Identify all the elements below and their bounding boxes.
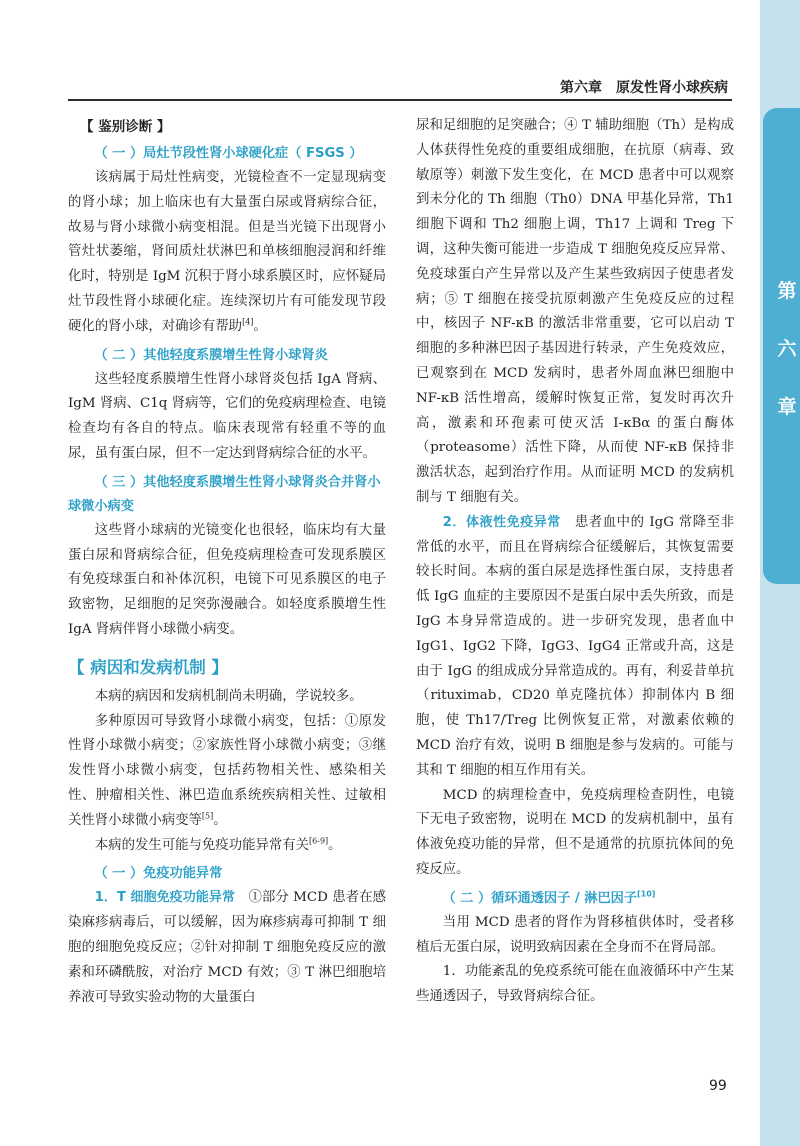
paragraph: 本病的病因和发病机制尚未明确，学说较多。 xyxy=(94,688,363,704)
paragraph: 这些轻度系膜增生性肾小球肾炎包括 IgA 肾病、IgM 肾病、C1q 肾病等，它们的免疫病理检查、电镜检查均有各自的特点。临床表现常有轻重不等的血尿，虽有蛋白尿，但不一定达到肾病综合征的水平。 xyxy=(68,371,386,461)
side-tab-char: 第 xyxy=(777,280,797,302)
subheading-immune: （ 一 ）免疫功能异常 xyxy=(94,866,223,882)
subheading-fsgs: （ 一 ）局灶节段性肾小球硬化症（ FSGS ） xyxy=(94,146,363,161)
paragraph: 尿和足细胞的足突融合；④ T 辅助细胞（Th）是构成人体获得性免疫的重要组成细胞，在抗原（病毒、致敏原等）刺激下发生变化，在 MCD 患者中可以观察到未分化的 Th 细胞（Th0）DNA 甲基化异常，Th1 细胞下调和 Th2 细胞上调，Th17 上调和 Treg 下调，这种失衡可能进一步造成 T 细胞免疫反应异常、免疫球蛋白产生异常以及产生某些致病因子使患者发病；⑤ T 细胞在接受抗原刺激产生免疫反应的过程中，核因子 NF-κB 的激活非常重要，它可以启动 T 细胞的多种淋巴因子基因进行转录，产生免疫效应，已观察到在 MCD 发病时，患者外周血淋巴细胞中 NF-κB 活性增高，缓解时恢复正常，复发时再次升高，激素和环孢素可使灭活 I-κBα 的蛋白酶体（proteasome）活性下降，从而使 NF-κB 保持非激活状态，起到治疗作用。从而证明 MCD 的发病机制与 T 细胞有关。 xyxy=(416,118,734,505)
citation: [10] xyxy=(637,889,656,899)
paragraph: 1．T 细胞免疫功能异常 ①部分 MCD 患者在感染麻疹病毒后，可以缓解，因为麻疹病毒可抑制 T 细胞的细胞免疫反应；②针对抑制 T 细胞免疫反应的激素和环磷酰胺，对治疗 MCD 有效；③ T 淋巴细胞培养液可导致实验动物的大量蛋白 xyxy=(68,890,386,1005)
page-number: 99 xyxy=(709,1078,727,1094)
paragraph: 该病属于局灶性病变，光镜检查不一定显现病变的肾小球；加上临床也有大量蛋白尿或肾病综合征，故易与肾小球微小病变相混。但是当光镜下出现肾小管灶状萎缩，肾间质灶状淋巴和单核细胞浸润和纤维化时，特别是 IgM 沉积于肾小球系膜区时，应怀疑局灶节段性肾小球硬化症。连续深切片有可能发现节段硬化的肾小球，对确诊有帮助[4]。 xyxy=(68,170,386,334)
right-column xyxy=(416,114,734,1010)
paragraph: 本病的发生可能与免疫功能异常有关[6-9]。 xyxy=(94,836,342,853)
citation: [4] xyxy=(242,317,254,327)
differential-diagnosis-heading: 【 鉴别诊断 】 xyxy=(80,119,171,135)
inline-heading: 1．T 细胞免疫功能异常 xyxy=(94,890,236,906)
left-column xyxy=(68,114,386,1010)
paragraph: MCD 的病理检查中，免疫病理检查阴性，电镜下无电子致密物，说明在 MCD 的发病机制中，虽有体液免疫功能的异常，但不是通常的抗原抗体间的免疫反应。 xyxy=(416,787,734,877)
paragraph: 多种原因可导致肾小球微小病变，包括：①原发性肾小球微小病变；②家族性肾小球微小病变；③继发性肾小球微小病变，包括药物相关性、感染相关性、肿瘤相关性、淋巴造血系统疾病相关性、过敏相关性肾小球微小病变等[5]。 xyxy=(68,713,386,828)
paragraph: 当用 MCD 患者的肾作为肾移植供体时，受者移植后无蛋白尿，说明致病因素在全身而不在肾局部。 xyxy=(416,914,734,955)
citation: [6-9] xyxy=(309,836,329,846)
side-tab-char: 六 xyxy=(777,338,797,360)
paragraph: 这些肾小球病的光镜变化也很轻，临床均有大量蛋白尿和肾病综合征，但免疫病理检查可发现系膜区有免疫球蛋白和补体沉积，电镜下可见系膜区的电子致密物，足细胞的足突弥漫融合。如轻度系膜增生性 IgA 肾病伴肾小球微小病变。 xyxy=(68,522,386,637)
running-header: 第六章 原发性肾小球疾病 xyxy=(560,80,728,96)
side-tab-char: 章 xyxy=(777,396,797,418)
subheading-mesangial: （ 二 ）其他轻度系膜增生性肾小球肾炎 xyxy=(94,347,328,363)
paragraph: 2．体液性免疫异常 患者血中的 IgG 常降至非常低的水平，而且在肾病综合征缓解后，其恢复需要较长时间。本病的蛋白尿是选择性蛋白尿，支持患者低 IgG 血症的主要原因不是蛋白尿中丢失所致，而是 IgG 本身异常造成的。进一步研究发现，患者血中 IgG1、IgG2 下降，IgG3、IgG4 正常或升高，这是由于 IgG 的组成成分异常造成的。再有，利妥昔单抗（rituximab，CD20 单克隆抗体）抑制体内 B 细胞，使 Th17/Treg 比例恢复正常，对激素依赖的 MCD 治疗有效，说明 B 细胞是参与发病的。可能与其和 T 细胞的相互作用有关。 xyxy=(416,514,734,778)
citation: [5] xyxy=(201,811,214,821)
subheading-permeability: （ 二 ）循环通透因子 / 淋巴因子[10] xyxy=(442,889,656,906)
subheading-mesangial-mcd: （ 三 ）其他轻度系膜增生性肾小球肾炎合并肾小球微小病变 xyxy=(68,474,381,514)
header-rule xyxy=(68,99,732,101)
inline-heading: 2．体液性免疫异常 xyxy=(442,514,561,530)
paragraph: 1．功能紊乱的免疫系统可能在血液循环中产生某些通透因子，导致肾病综合征。 xyxy=(416,964,734,1005)
section-heading-etiology: 【 病因和发病机制 】 xyxy=(68,657,228,677)
